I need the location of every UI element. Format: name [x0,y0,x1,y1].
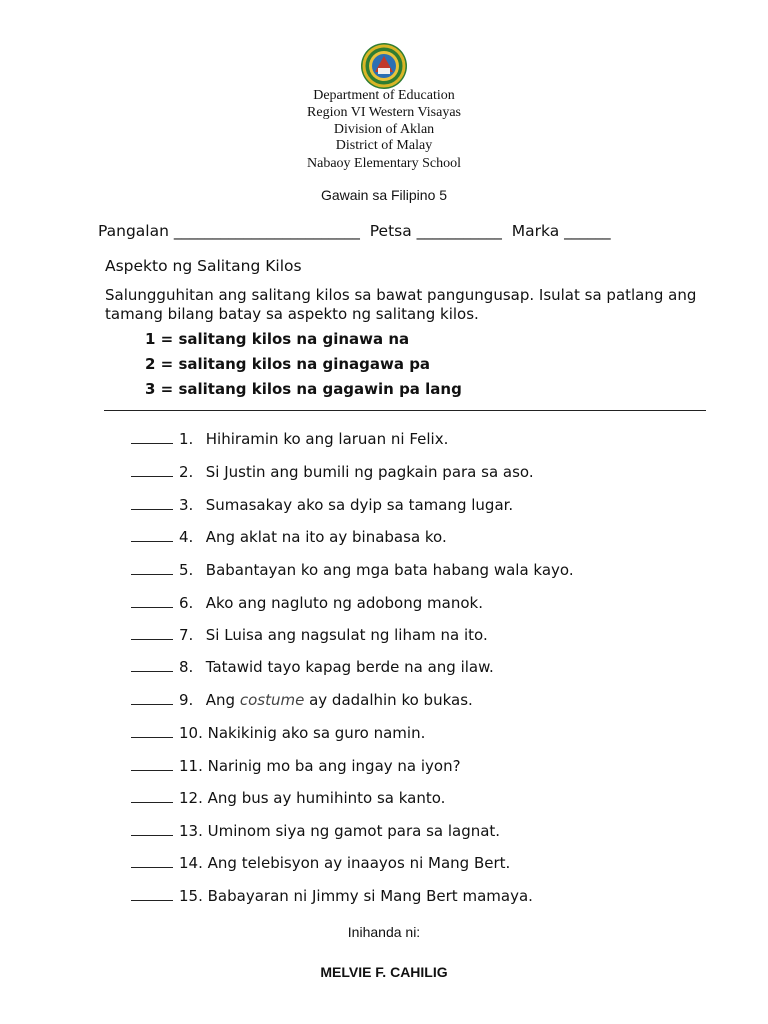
list-item: 8. Tatawid tayo kapag berde na ang ilaw. [131,658,494,676]
school-name: Nabaoy Elementary School [307,156,461,171]
list-item: 5. Babantayan ko ang mga bata habang wala kayo. [131,561,574,579]
list-item: 9. Ang costume ay dadalhin ko bukas. [131,691,473,709]
answer-blank [131,725,173,738]
answer-blank [131,464,173,477]
list-item: 6. Ako ang nagluto ng adobong manok. [131,594,483,612]
list-item: 12. Ang bus ay humihinto sa kanto. [131,789,445,807]
answer-blank [131,562,173,575]
list-item: 10. Nakikinig ako sa guro namin. [131,724,425,742]
list-item: 2. Si Justin ang bumili ng pagkain para sa aso. [131,463,534,481]
legend-item-2: 2 = salitang kilos na ginagawa pa [145,355,431,373]
legend-item-1: 1 = salitang kilos na ginawa na [145,330,410,348]
prepared-by-label: Inihanda ni: [347,924,421,940]
score-label: Marka [511,222,560,240]
date-blank: ___________ [416,222,502,240]
list-item: 3. Sumasakay ako sa dyip sa tamang lugar. [131,496,513,514]
list-item: 15. Babayaran ni Jimmy si Mang Bert mamaya. [131,887,533,905]
answer-blank [131,692,173,705]
list-item: 7. Si Luisa ang nagsulat ng liham na ito. [131,626,488,644]
header-line-1: Department of Education [313,88,455,103]
list-item: 14. Ang telebisyon ay inaayos ni Mang Bert. [131,854,510,872]
list-item: 13. Uminom siya ng gamot para sa lagnat. [131,822,500,840]
list-item: 1. Hihiramin ko ang laruan ni Felix. [131,430,448,448]
divider [104,410,706,411]
answer-blank [131,497,173,510]
worksheet-title: Gawain sa Filipino 5 [320,187,448,203]
list-item: 4. Ang aklat na ito ay binabasa ko. [131,528,447,546]
legend-item-3: 3 = salitang kilos na gagawin pa lang [145,380,462,398]
header-line-2: Region VI Western Visayas [307,105,461,120]
answer-blank [131,790,173,803]
list-item: 11. Narinig mo ba ang ingay na iyon? [131,757,461,775]
header-line-3: Division of Aklan [333,122,435,137]
section-title: Aspekto ng Salitang Kilos [105,257,302,275]
header-line-4: District of Malay [335,138,433,153]
date-label: Petsa [369,222,412,240]
deped-seal-icon [360,42,408,90]
instructions: Salungguhitan ang salitang kilos sa bawat pangungusap. Isulat sa patlang ang tamang bilang batay sa aspekto ng salitang kilos. [105,286,697,323]
answer-blank [131,855,173,868]
answer-blank [131,529,173,542]
answer-blank [131,595,173,608]
answer-blank [131,627,173,640]
answer-blank [131,431,173,444]
student-fields [98,222,698,240]
name-blank: ________________________ [173,222,360,240]
answer-blank [131,758,173,771]
answer-blank [131,659,173,672]
answer-blank [131,823,173,836]
score-blank: ______ [564,222,611,240]
answer-blank [131,888,173,901]
name-label: Pangalan [98,222,169,240]
author-name: MELVIE F. CAHILIG [320,964,448,980]
